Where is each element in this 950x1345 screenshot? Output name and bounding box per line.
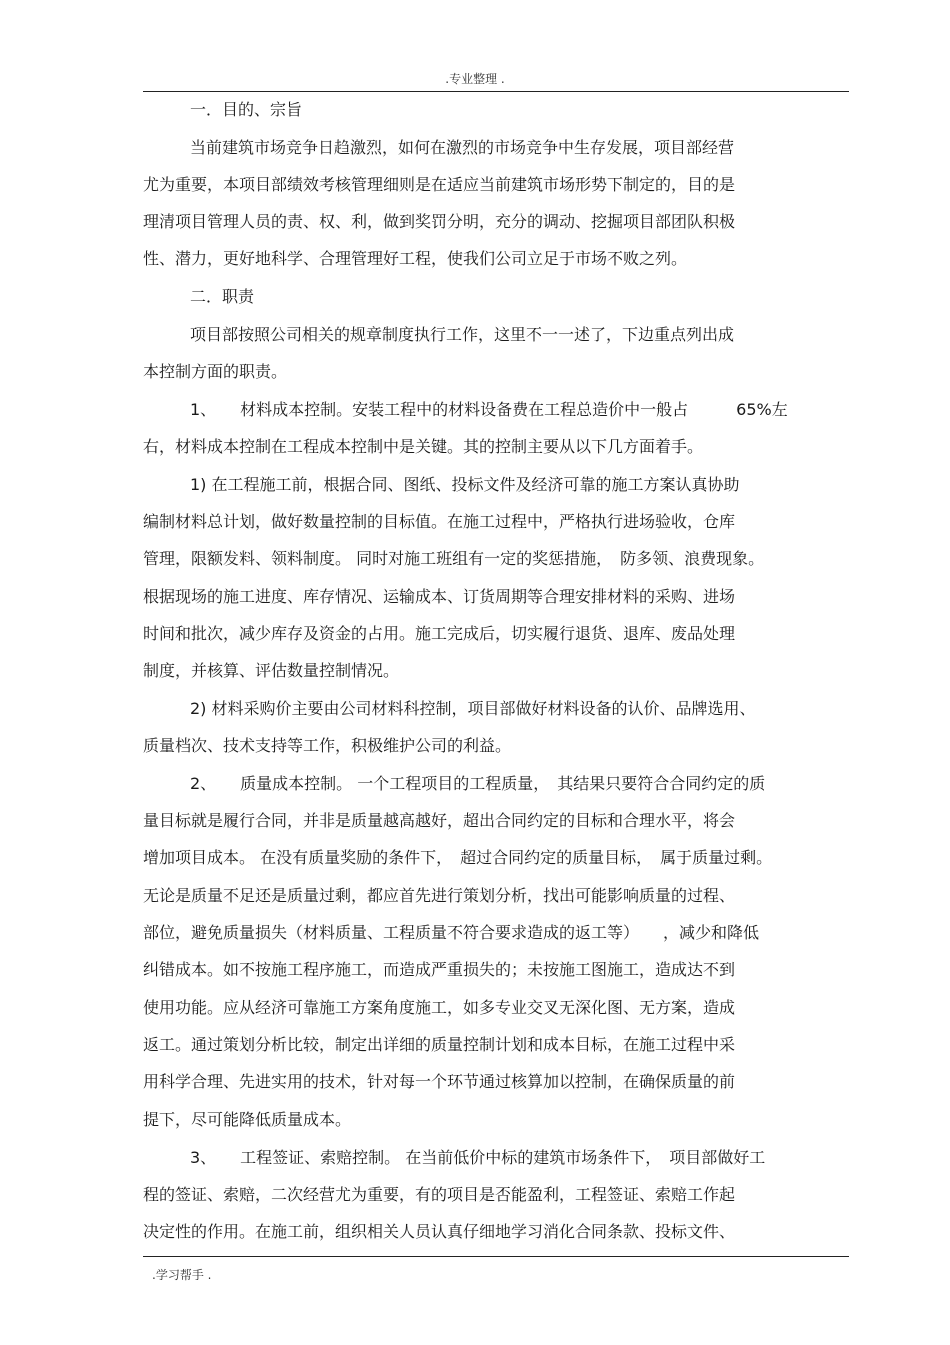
page-header: .专业整理 . (445, 72, 505, 86)
paragraph-line: 当前建筑市场竞争日趋激烈，如何在激烈的市场竞争中生存发展，项目部经营 (190, 138, 735, 157)
paragraph-line: 2) 材料采购价主要由公司材料科控制，项目部做好材料设备的认价、品牌选用、 (190, 699, 756, 718)
paragraph-line: 决定性的作用。在施工前，组织相关人员认真仔细地学习消化合同条款、投标文件、 (143, 1222, 736, 1241)
paragraph-line: 项目部按照公司相关的规章制度执行工作，这里不一一述了，下边重点列出成 (190, 325, 735, 344)
page-footer: .学习帮手 . (152, 1268, 212, 1282)
header-rule (143, 91, 849, 92)
paragraph-line: 理清项目管理人员的责、权、利，做到奖罚分明，充分的调动、挖掘项目部团队积极 (143, 212, 736, 231)
paragraph-line: 提下，尽可能降低质量成本。 (143, 1110, 352, 1129)
paragraph-line: 本控制方面的职责。 (143, 362, 288, 381)
paragraph-line: 程的签证、索赔，二次经营尤为重要，有的项目是否能盈利，工程签证、索赔工作起 (143, 1185, 736, 1204)
item-heading-2: 2、 质量成本控制。 一个工程项目的工程质量， 其结果只要符合合同约定的质 (190, 774, 766, 793)
paragraph-line: 1) 在工程施工前，根据合同、图纸、投标文件及经济可靠的施工方案认真协助 (190, 475, 740, 494)
item-heading-3: 3、 工程签证、索赔控制。 在当前低价中标的建筑市场条件下， 项目部做好工 (190, 1148, 766, 1167)
paragraph-line: 无论是质量不足还是质量过剩，都应首先进行策划分析，找出可能影响质量的过程、 (143, 886, 736, 905)
paragraph-line: 性、潜力，更好地科学、合理管理好工程，使我们公司立足于市场不败之列。 (143, 249, 688, 268)
paragraph-line: 增加项目成本。 在没有质量奖励的条件下， 超过合同约定的质量目标， 属于质量过剩。 (143, 848, 773, 867)
paragraph-line: 使用功能。应从经济可靠施工方案角度施工，如多专业交叉无深化图、无方案，造成 (143, 998, 736, 1017)
paragraph-line: 部位，避免质量损失（材料质量、工程质量不符合要求造成的返工等） ，减少和降低 (143, 923, 760, 942)
paragraph-line: 纠错成本。如不按施工程序施工，而造成严重损失的；未按施工图施工，造成达不到 (143, 960, 736, 979)
paragraph-line: 量目标就是履行合同，并非是质量越高越好，超出合同约定的目标和合理水平，将会 (143, 811, 736, 830)
paragraph-line: 返工。通过策划分析比较，制定出详细的质量控制计划和成本目标，在施工过程中采 (143, 1035, 736, 1054)
paragraph-line: 时间和批次，减少库存及资金的占用。施工完成后，切实履行退货、退库、废品处理 (143, 624, 736, 643)
paragraph-line: 右，材料成本控制在工程成本控制中是关键。其的控制主要从以下几方面着手。 (143, 437, 704, 456)
paragraph-line: 尤为重要，本项目部绩效考核管理细则是在适应当前建筑市场形势下制定的，目的是 (143, 175, 736, 194)
paragraph-line: 制度，并核算、评估数量控制情况。 (143, 661, 400, 680)
item-heading-1: 1、 材料成本控制。安装工程中的材料设备费在工程总造价中一般占 65%左 (190, 400, 788, 419)
heading-purpose: 一．目的、宗旨 (190, 100, 303, 119)
paragraph-line: 编制材料总计划，做好数量控制的目标值。在施工过程中，严格执行进场验收，仓库 (143, 512, 736, 531)
paragraph-line: 根据现场的施工进度、库存情况、运输成本、订货周期等合理安排材料的采购、进场 (143, 587, 736, 606)
paragraph-line: 管理，限额发料、领料制度。 同时对施工班组有一定的奖惩措施， 防多领、浪费现象。 (143, 549, 765, 568)
heading-duties: 二．职责 (190, 287, 255, 306)
footer-rule (143, 1256, 849, 1257)
paragraph-line: 用科学合理、先进实用的技术，针对每一个环节通过核算加以控制，在确保质量的前 (143, 1072, 736, 1091)
paragraph-line: 质量档次、技术支持等工作，积极维护公司的利益。 (143, 736, 512, 755)
